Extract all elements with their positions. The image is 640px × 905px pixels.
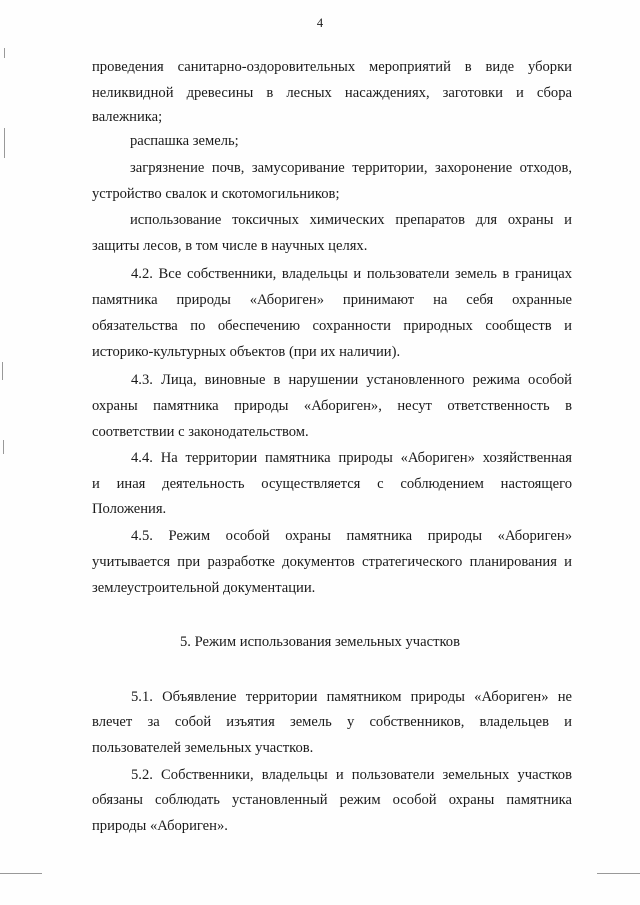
paragraph-5-2-line: 5.2. Собственники, владельцы и пользователи земельных участков [131, 767, 572, 783]
text-line: устройство свалок и скотомогильников; [92, 186, 340, 202]
text-line: памятника природы «Абориген» принимают на себя охранные [92, 292, 572, 308]
text-line: землеустроительной документации. [92, 580, 316, 596]
paragraph-4-2-line: 4.2. Все собственники, владельцы и пользователи земель в границах [131, 266, 572, 282]
scan-artifact [0, 873, 42, 874]
scan-artifact [4, 128, 5, 158]
paragraph-4-4-line: 4.4. На территории памятника природы «Абориген» хозяйственная [131, 450, 572, 466]
text-line: учитывается при разработке документов стратегического планирования и [92, 554, 572, 570]
scan-artifact [3, 440, 4, 454]
text-line: защиты лесов, в том числе в научных целях. [92, 238, 368, 254]
text-line: и иная деятельность осуществляется с соблюдением настоящего [92, 476, 572, 492]
text-line: соответствии с законодательством. [92, 424, 309, 440]
paragraph-4-3-line: 4.3. Лица, виновные в нарушении установленного режима особой [131, 372, 572, 388]
scan-artifact [597, 873, 640, 874]
text-line: распашка земель; [130, 133, 239, 149]
section-heading: 5. Режим использования земельных участков [179, 634, 460, 650]
text-line: влечет за собой изъятия земель у собственников, владельцев и [92, 714, 572, 730]
paragraph-4-5-line: 4.5. Режим особой охраны памятника природы «Абориген» [131, 528, 572, 544]
page-number: 4 [316, 16, 324, 30]
text-line: неликвидной древесины в лесных насаждениях, заготовки и сбора [92, 85, 572, 101]
text-line: природы «Абориген». [92, 818, 228, 834]
text-line: пользователей земельных участков. [92, 740, 314, 756]
text-line: историко-культурных объектов (при их наличии). [92, 344, 401, 360]
paragraph-5-1-line: 5.1. Объявление территории памятником природы «Абориген» не [131, 689, 572, 705]
text-line: загрязнение почв, замусоривание территории, захоронение отходов, [130, 160, 572, 176]
scan-artifact [4, 48, 5, 58]
text-line: Положения. [92, 501, 167, 517]
text-line: охраны памятника природы «Абориген», несут ответственность в [92, 398, 572, 414]
text-line: валежника; [92, 109, 163, 125]
text-line: использование токсичных химических препаратов для охраны и [130, 212, 572, 228]
text-line: проведения санитарно-оздоровительных мероприятий в виде уборки [92, 59, 572, 75]
scan-artifact [2, 362, 3, 380]
text-line: обязаны соблюдать установленный режим особой охраны памятника [92, 792, 572, 808]
text-line: обязательства по обеспечению сохранности природных сообществ и [92, 318, 572, 334]
